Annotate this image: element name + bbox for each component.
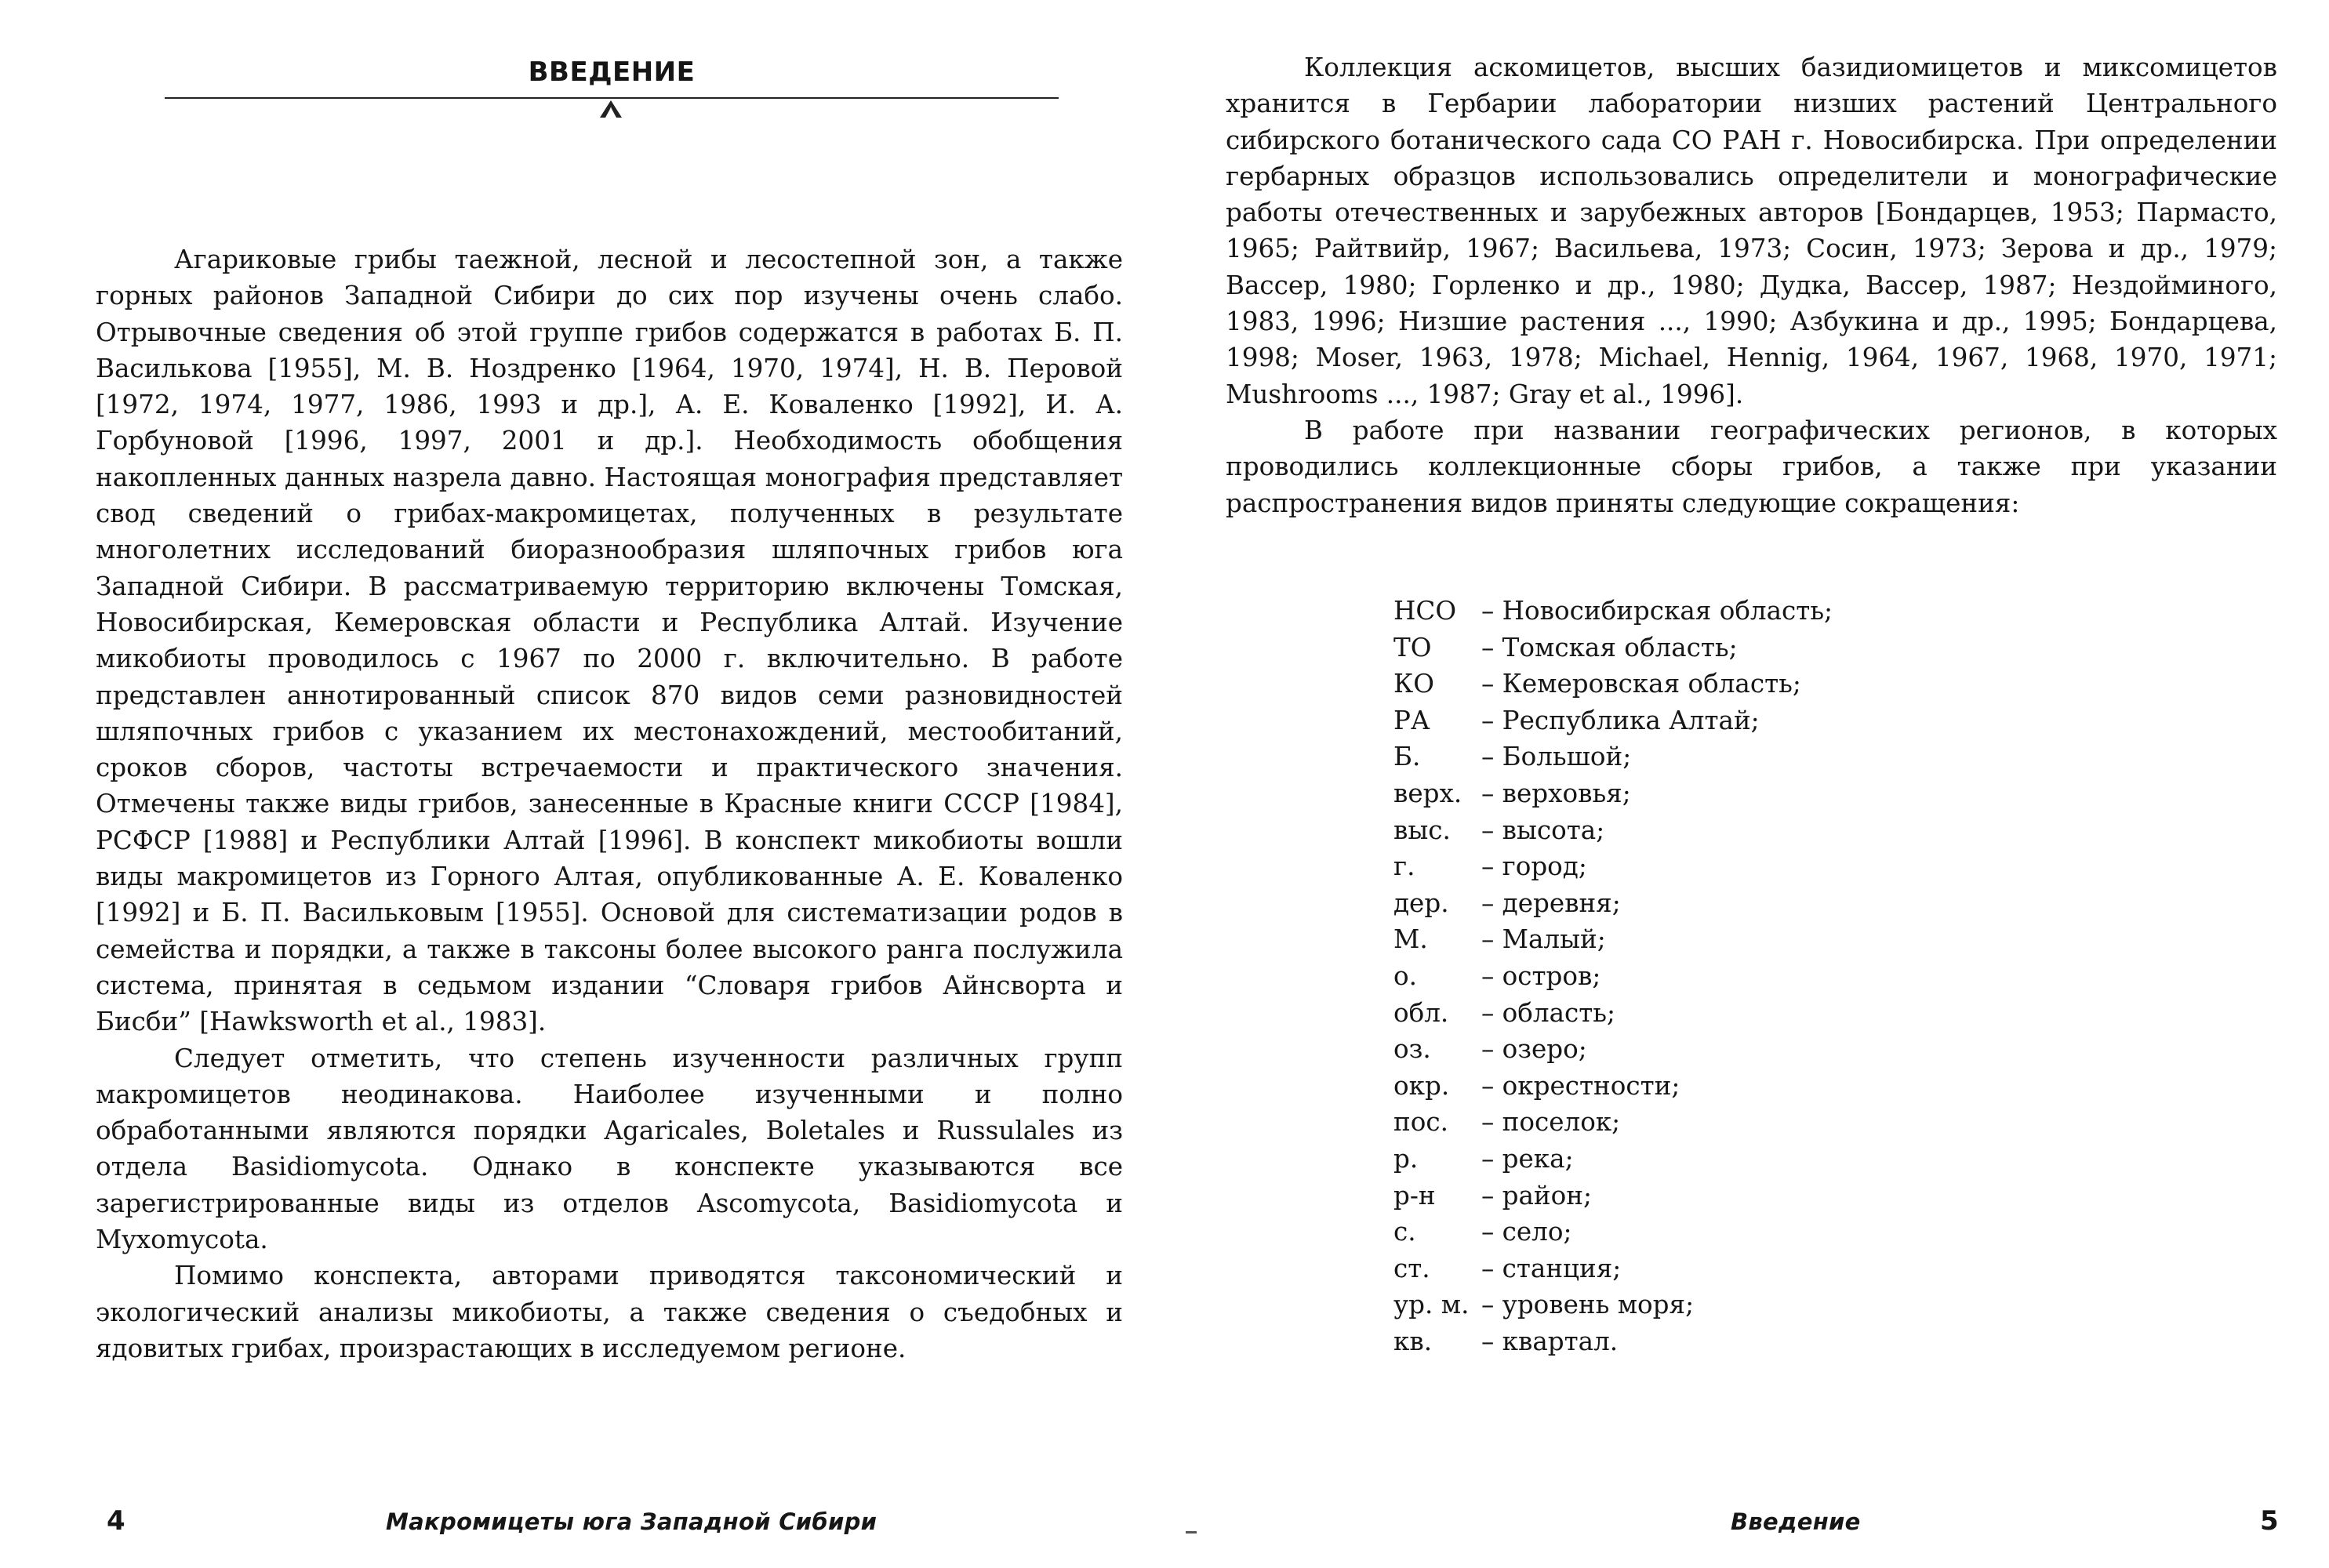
left-page — [0, 0, 1164, 1568]
abbreviation: верх. — [1393, 778, 1462, 808]
paragraph: Помимо конспекта, авторами приводятся таксономический и экологический анализы микобиоты, а также сведения о съедобных и ядовитых грибах, произрастающих в исследуемом регионе. — [96, 1261, 1123, 1363]
abbreviation: кв. — [1393, 1326, 1433, 1356]
list-item — [1393, 739, 2021, 775]
abbreviation-meaning: – село; — [1481, 1217, 1572, 1247]
list-item — [1393, 812, 2021, 849]
list-item — [1393, 593, 2021, 630]
abbreviation-meaning: – река; — [1481, 1143, 1574, 1174]
abbreviation: РА — [1393, 705, 1430, 735]
abbreviation-meaning: – квартал. — [1481, 1326, 1619, 1356]
abbreviation: Б. — [1393, 742, 1421, 772]
abbreviation: с. — [1393, 1217, 1416, 1247]
abbreviation: ст. — [1393, 1253, 1430, 1283]
list-item — [1393, 1178, 2021, 1214]
abbreviation-meaning: – город; — [1481, 851, 1587, 882]
abbreviation: р. — [1393, 1143, 1419, 1174]
abbreviation-meaning: – район; — [1481, 1180, 1592, 1210]
running-title: Введение — [1731, 1508, 1861, 1535]
abbreviation-meaning: – поселок; — [1481, 1107, 1621, 1138]
page-number: 5 — [2260, 1505, 2279, 1537]
list-item — [1393, 1068, 2021, 1105]
list-item — [1393, 1323, 2021, 1360]
abbreviation: выс. — [1393, 815, 1451, 845]
abbreviation-meaning: – область; — [1481, 997, 1615, 1028]
abbreviation-meaning: – озеро; — [1481, 1034, 1587, 1065]
abbreviation-meaning: – уровень моря; — [1481, 1290, 1695, 1320]
abbreviation-meaning: – Томская область; — [1481, 632, 1738, 662]
abbreviation: оз. — [1393, 1034, 1431, 1065]
abbreviation: о. — [1393, 960, 1417, 991]
abbreviation-meaning: – деревня; — [1481, 887, 1621, 918]
abbreviation: КО — [1393, 669, 1434, 699]
abbreviation-meaning: – высота; — [1481, 815, 1605, 845]
abbreviation-meaning: – остров; — [1481, 960, 1601, 991]
right-page — [1164, 0, 2329, 1568]
list-item — [1393, 921, 2021, 958]
ornament-icon — [595, 99, 627, 119]
list-item — [1393, 848, 2021, 885]
abbreviation: обл. — [1393, 997, 1449, 1028]
abbreviation-meaning: – Малый; — [1481, 924, 1606, 955]
paragraph: Коллекция аскомицетов, высших базидиомицетов и миксомицетов хранится в Гербарии лаборатории низших растений Центрального сибирского ботанического сада СО РАН г. Новосибирска. При определении гербарных образцов использовались определители и монографические работы отечественных и зарубежных авторов [Бондарцев, 1953; Пармасто, 1965; Райтвийр, 1967; Васильева, 1973; Сосин, 1973; Зерова и др., 1979; Вассер, 1980; Горленко и др., 1980; Дудка, Вассер, 1987; Нездойминого, 1983, 1996; Низшие растения ..., 1990; Азбукина и др., 1995; Бондарцева, 1998; Moser, 1963, 1978; Michael, Hennig, 1964, 1967, 1968, 1970, 1971; Mushrooms ..., 1987; Gray et al., 1996]. — [1226, 53, 2277, 409]
abbreviation: ур. м. — [1393, 1290, 1470, 1320]
list-item — [1393, 1287, 2021, 1323]
abbreviation: р-н — [1393, 1180, 1436, 1210]
paragraph: Агариковые грибы таежной, лесной и лесостепной зон, а также горных районов Западной Сибири до сих пор изучены очень слабо. Отрывочные сведения об этой группе грибов содержатся в работах Б. П. Василькова [1955], М. В. Ноздренко [1964, 1970, 1974], Н. В. Перовой [1972, 1974, 1977, 1986, 1993 и др.], А. Е. Коваленко [1992], И. А. Горбуновой [1996, 1997, 2001 и др.]. Необходимость обобщения накопленных данных назрела давно. Настоящая монография представляет свод сведений о грибах-макромицетах, полученных в результате многолетних исследований биоразнообразия шляпочных грибов юга Западной Сибири. В рассматриваемую территорию включены Томская, Новосибирская, Кемеровская области и Республика Алтай. Изучение микобиоты проводилось с 1967 по 2000 г. включительно. В работе представлен аннотированный список 870 видов семи разновидностей шляпочных грибов с указанием их местонахождений, местообитаний, сроков сборов, частоты встречаемости и практического значения. Отмечены также виды грибов, занесенные в Красные книги СССР [1984], РСФСР [1988] и Республики Алтай [1996]. В конспект микобиоты вошли виды макромицетов из Горного Алтая, опубликованные А. Е. Коваленко [1992] и Б. П. Васильковым [1955]. Основой для систематизации родов в семейства и порядки, а также в таксоны более высокого ранга послужила система, принятая в седьмом издании “Словаря грибов Айнсворта и Бисби” [Hawksworth et al., 1983]. — [96, 245, 1123, 1037]
abbreviation-list — [1393, 593, 2021, 1359]
list-item — [1393, 702, 2021, 739]
paragraph: В работе при названии географических регионов, в которых проводились коллекционные сборы грибов, а также при указании распространения видов приняты следующие сокращения: — [1226, 415, 2277, 518]
list-item — [1393, 666, 2021, 702]
list-item — [1393, 1031, 2021, 1068]
abbreviation-meaning: – окрестности; — [1481, 1070, 1680, 1101]
abbreviation: пос. — [1393, 1107, 1448, 1138]
abbreviation: окр. — [1393, 1070, 1450, 1101]
chapter-heading: ВВЕДЕНИЕ — [528, 56, 696, 88]
abbreviation-meaning: – Кемеровская область; — [1481, 669, 1801, 699]
left-body-text — [96, 241, 1123, 1367]
abbreviation-meaning: – Большой; — [1481, 742, 1632, 772]
abbreviation: НСО — [1393, 596, 1457, 626]
abbreviation: дер. — [1393, 887, 1449, 918]
abbreviation-meaning: – Республика Алтай; — [1481, 705, 1760, 735]
list-item — [1393, 995, 2021, 1032]
list-item — [1393, 630, 2021, 666]
running-title: Макромицеты юга Западной Сибири — [386, 1508, 877, 1535]
paragraph: Следует отметить, что степень изученности различных групп макромицетов неодинакова. Наиболее изученными и полно обработанными являются порядки Agaricales, Boletales и Russulales из отдела Basidiomycota. Однако в конспекте указываются все зарегистрированные виды из отделов Ascomycota, Basidiomycota и Myxomycota. — [96, 1043, 1123, 1255]
list-item — [1393, 958, 2021, 995]
list-item — [1393, 1250, 2021, 1287]
list-item — [1393, 885, 2021, 922]
abbreviation-meaning: – верховья; — [1481, 778, 1631, 808]
abbreviation: М. — [1393, 924, 1428, 955]
list-item — [1393, 775, 2021, 812]
abbreviation: ТО — [1393, 632, 1432, 662]
abbreviation: г. — [1393, 851, 1415, 882]
right-body-text — [1226, 49, 2277, 521]
abbreviation-meaning: – Новосибирская область; — [1481, 596, 1833, 626]
list-item — [1393, 1214, 2021, 1250]
list-item — [1393, 1141, 2021, 1178]
abbreviation-meaning: – станция; — [1481, 1253, 1622, 1283]
page-number: 4 — [107, 1505, 125, 1537]
list-item — [1393, 1104, 2021, 1141]
